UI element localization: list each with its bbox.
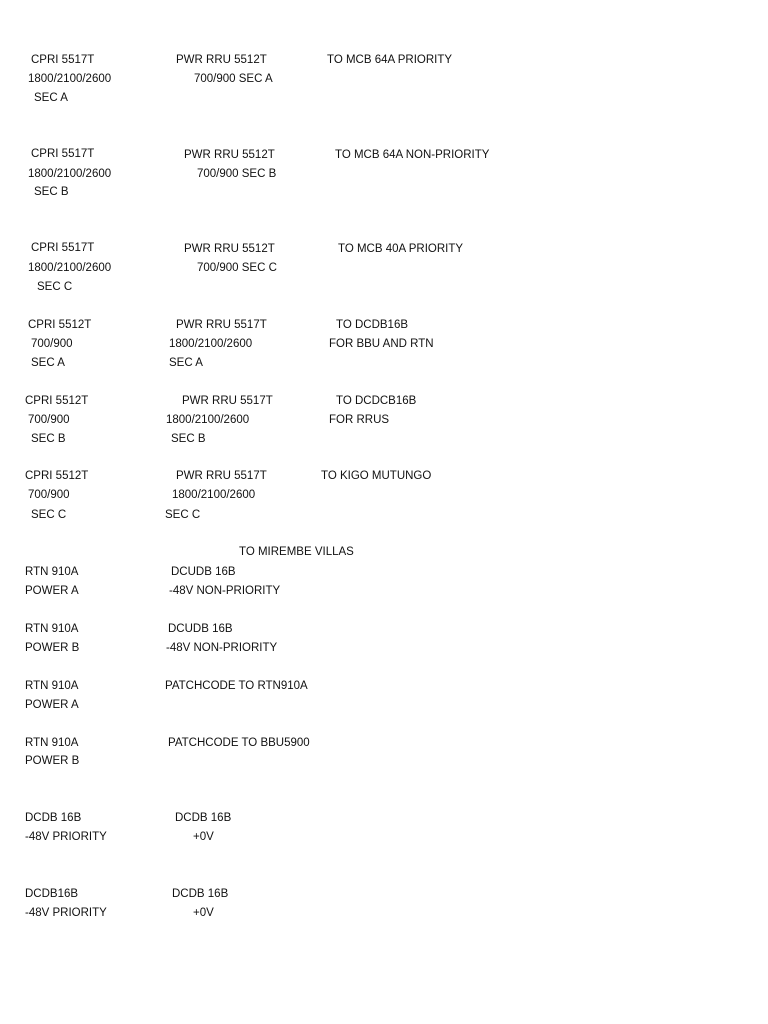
block-3-source-sector: SEC C (37, 281, 73, 293)
block-6-power-sector: SEC C (165, 509, 201, 521)
block-2-power-detail: 700/900 SEC B (197, 168, 277, 180)
block-12-voltage: -48V PRIORITY (25, 831, 107, 843)
block-5-source-label: CPRI 5512T (25, 395, 89, 407)
block-1-source-sector: SEC A (34, 92, 68, 104)
block-7-destination: TO MIREMBE VILLAS (239, 546, 354, 558)
block-1-power-detail: 700/900 SEC A (194, 73, 273, 85)
block-5-destination: TO DCDCB16B (336, 395, 417, 407)
block-2-source-label: CPRI 5517T (31, 148, 95, 160)
block-9-voltage: -48V NON-PRIORITY (166, 642, 278, 654)
block-3-destination: TO MCB 40A PRIORITY (338, 243, 464, 255)
block-2-destination: TO MCB 64A NON-PRIORITY (335, 149, 490, 161)
block-1-destination: TO MCB 64A PRIORITY (327, 54, 453, 66)
block-5-source-bands: 700/900 (28, 414, 70, 426)
block-8-voltage: -48V NON-PRIORITY (169, 585, 281, 597)
block-3-source-bands: 1800/2100/2600 (28, 262, 112, 274)
block-3-power-detail: 700/900 SEC C (197, 262, 277, 274)
block-6-source-bands: 700/900 (28, 489, 70, 501)
block-8-power-port: POWER A (25, 585, 79, 597)
block-6-power-label: PWR RRU 5517T (176, 470, 267, 482)
block-4-source-bands: 700/900 (31, 338, 73, 350)
block-6-source-sector: SEC C (31, 509, 67, 521)
block-10-power-port: POWER A (25, 699, 79, 711)
block-5-power-bands: 1800/2100/2600 (166, 414, 250, 426)
block-4-source-sector: SEC A (31, 357, 65, 369)
block-9-distribution: DCUDB 16B (168, 623, 233, 635)
block-13-target-voltage: +0V (193, 907, 214, 919)
block-4-destination: TO DCDB16B (336, 319, 409, 331)
block-4-power-label: PWR RRU 5517T (176, 319, 267, 331)
block-9-equipment: RTN 910A (25, 623, 79, 635)
block-1-source-bands: 1800/2100/2600 (28, 73, 112, 85)
block-13-target: DCDB 16B (172, 888, 229, 900)
block-1-power-label: PWR RRU 5512T (176, 54, 267, 66)
block-6-source-label: CPRI 5512T (25, 470, 89, 482)
block-2-source-sector: SEC B (34, 186, 69, 198)
block-4-power-sector: SEC A (169, 357, 203, 369)
block-1-source-label: CPRI 5517T (31, 54, 95, 66)
block-2-source-bands: 1800/2100/2600 (28, 168, 112, 180)
block-6-power-bands: 1800/2100/2600 (172, 489, 256, 501)
block-4-power-bands: 1800/2100/2600 (169, 338, 253, 350)
block-12-target-voltage: +0V (193, 831, 214, 843)
block-5-power-label: PWR RRU 5517T (182, 395, 273, 407)
block-6-destination: TO KIGO MUTUNGO (321, 470, 432, 482)
block-5-power-sector: SEC B (171, 433, 206, 445)
block-12-target: DCDB 16B (175, 812, 232, 824)
block-9-power-port: POWER B (25, 642, 80, 654)
block-3-source-label: CPRI 5517T (31, 242, 95, 254)
block-8-equipment: RTN 910A (25, 566, 79, 578)
block-13-distribution: DCDB16B (25, 888, 79, 900)
block-8-distribution: DCUDB 16B (171, 566, 236, 578)
block-10-link: PATCHCODE TO RTN910A (165, 680, 308, 692)
block-4-destination-note: FOR BBU AND RTN (329, 338, 434, 350)
block-10-equipment: RTN 910A (25, 680, 79, 692)
block-5-source-sector: SEC B (31, 433, 66, 445)
block-5-destination-note: FOR RRUS (329, 414, 390, 426)
block-3-power-label: PWR RRU 5512T (184, 243, 275, 255)
block-11-link: PATCHCODE TO BBU5900 (168, 737, 310, 749)
block-13-voltage: -48V PRIORITY (25, 907, 107, 919)
block-2-power-label: PWR RRU 5512T (184, 149, 275, 161)
block-11-power-port: POWER B (25, 755, 80, 767)
block-12-distribution: DCDB 16B (25, 812, 82, 824)
block-4-source-label: CPRI 5512T (28, 319, 92, 331)
block-11-equipment: RTN 910A (25, 737, 79, 749)
